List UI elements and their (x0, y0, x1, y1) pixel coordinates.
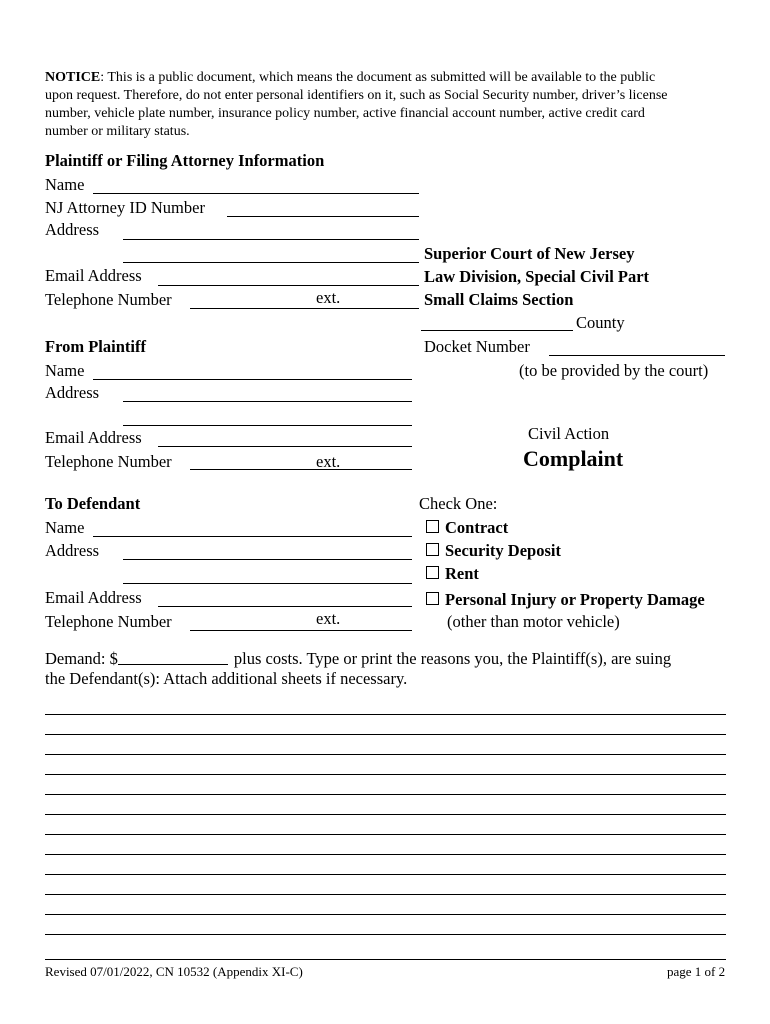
notice-line-2: upon request. Therefore, do not enter personal identifiers on it, such as Social Security number, driver’s license (45, 88, 668, 103)
reason-line[interactable] (45, 894, 726, 895)
complaint-title: Complaint (523, 446, 624, 471)
reason-line[interactable] (45, 754, 726, 755)
page-number: page 1 of 2 (667, 964, 726, 979)
demand-amount-field[interactable] (118, 650, 228, 665)
attorney-ext-label: ext. (316, 288, 341, 307)
court-name: Superior Court of New Jersey (424, 244, 635, 263)
defendant-email-label: Email Address (45, 588, 142, 607)
county-field[interactable] (421, 330, 573, 331)
attorney-address-field-1[interactable] (123, 239, 419, 240)
court-section: Small Claims Section (424, 290, 574, 309)
attorney-name-label: Name (45, 175, 85, 194)
plaintiff-address-label: Address (45, 383, 100, 402)
docket-number-field[interactable] (549, 355, 725, 356)
reason-line[interactable] (45, 814, 726, 815)
attorney-id-label: NJ Attorney ID Number (45, 198, 205, 217)
security-deposit-checkbox[interactable] (426, 543, 439, 556)
defendant-name-label: Name (45, 518, 85, 537)
attorney-phone-label: Telephone Number (45, 290, 172, 309)
plaintiff-name-label: Name (45, 361, 85, 380)
notice-block (45, 69, 735, 141)
plaintiff-address-field-2[interactable] (123, 425, 412, 426)
defendant-address-label: Address (45, 541, 100, 560)
personal-injury-checkbox[interactable] (426, 592, 439, 605)
attorney-address-label: Address (45, 220, 100, 239)
docket-note: (to be provided by the court) (519, 361, 709, 380)
demand-line-2: the Defendant(s): Attach additional sheets if necessary. (45, 669, 408, 688)
revision-note: Revised 07/01/2022, CN 10532 (Appendix XI-C) (45, 964, 303, 979)
rent-checkbox[interactable] (426, 566, 439, 579)
defendant-address-field-2[interactable] (123, 583, 412, 584)
demand-line-1 (45, 649, 671, 669)
reason-line[interactable] (45, 714, 726, 715)
plaintiff-name-field[interactable] (93, 379, 412, 380)
notice-line-3: number, vehicle plate number, insurance policy number, active financial account number, active credit card (45, 106, 645, 121)
civil-action-label: Civil Action (528, 424, 610, 443)
defendant-ext-label: ext. (316, 609, 341, 628)
reason-line[interactable] (45, 734, 726, 735)
security-deposit-label: Security Deposit (445, 541, 561, 560)
plaintiff-email-field[interactable] (158, 446, 412, 447)
demand-instructions: plus costs. Type or print the reasons you, the Plaintiff(s), are suing (233, 649, 672, 668)
option-contract (426, 518, 508, 538)
reason-line[interactable] (45, 874, 726, 875)
notice-line-4: number or military status. (45, 124, 190, 139)
attorney-phone-field[interactable] (190, 308, 419, 309)
option-personal-injury (426, 590, 705, 610)
check-one-label: Check One: (419, 494, 498, 513)
defendant-phone-label: Telephone Number (45, 612, 172, 631)
plaintiff-email-label: Email Address (45, 428, 142, 447)
attorney-name-field[interactable] (93, 193, 419, 194)
notice-line-1: NOTICE: This is a public document, which means the document as submitted will be available to the public (45, 70, 656, 85)
court-division: Law Division, Special Civil Part (424, 267, 650, 286)
defendant-phone-field[interactable] (190, 630, 412, 631)
county-label: County (576, 313, 625, 332)
demand-prefix: Demand: $ (45, 649, 118, 668)
attorney-id-field[interactable] (227, 216, 419, 217)
personal-injury-note: (other than motor vehicle) (447, 612, 620, 631)
contract-label: Contract (445, 518, 509, 537)
reason-line[interactable] (45, 934, 726, 935)
reason-line[interactable] (45, 854, 726, 855)
personal-injury-label: Personal Injury or Property Damage (445, 590, 705, 609)
reason-line[interactable] (45, 834, 726, 835)
option-security-deposit (426, 541, 561, 561)
attorney-email-label: Email Address (45, 266, 142, 285)
docket-label: Docket Number (424, 337, 530, 356)
attorney-email-field[interactable] (158, 285, 419, 286)
defendant-address-field-1[interactable] (123, 559, 412, 560)
notice-label: NOTICE (45, 70, 101, 85)
plaintiff-phone-label: Telephone Number (45, 452, 172, 471)
reason-line[interactable] (45, 914, 726, 915)
contract-checkbox[interactable] (426, 520, 439, 533)
defendant-email-field[interactable] (158, 606, 412, 607)
option-rent (426, 564, 479, 584)
from-plaintiff-heading: From Plaintiff (45, 337, 146, 356)
footer-divider (45, 959, 726, 960)
reason-line[interactable] (45, 794, 726, 795)
rent-label: Rent (445, 564, 479, 583)
plaintiff-attorney-heading: Plaintiff or Filing Attorney Information (45, 151, 325, 170)
plaintiff-address-field-1[interactable] (123, 401, 412, 402)
defendant-name-field[interactable] (93, 536, 412, 537)
plaintiff-ext-label: ext. (316, 452, 341, 471)
attorney-address-field-2[interactable] (123, 262, 419, 263)
plaintiff-phone-field[interactable] (190, 469, 412, 470)
to-defendant-heading: To Defendant (45, 494, 141, 513)
reason-line[interactable] (45, 774, 726, 775)
